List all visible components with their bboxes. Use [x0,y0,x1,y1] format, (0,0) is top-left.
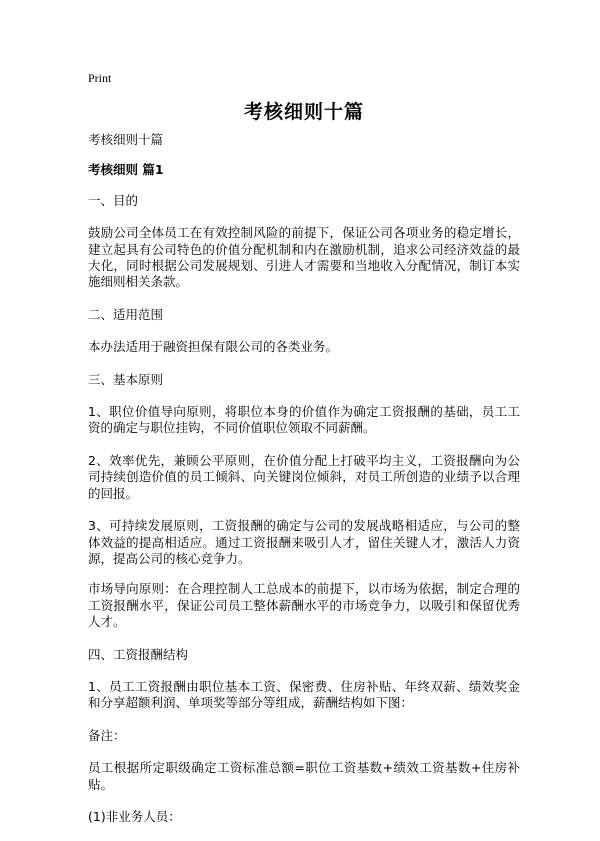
heading-scope: 二、适用范围 [88,306,164,322]
paragraph-market-principle: 市场导向原则：在合理控制人工总成本的前提下，以市场为依据，制定合理的工资报酬水平，保证公司员工整体薪酬水平的市场竞争力，以吸引和保留优秀人才。 [88,581,520,630]
paragraph-note-label: 备注： [88,727,126,743]
document-title: 考核细则十篇 [243,101,364,123]
heading-salary-structure: 四、工资报酬结构 [88,646,189,662]
document-subtitle: 考核细则十篇 [88,132,164,147]
heading-purpose: 一、目的 [88,192,139,208]
heading-principles: 三、基本原则 [88,371,164,387]
paragraph-salary-structure: 1、员工工资报酬由职位基本工资、保密费、住房补贴、年终双薪、绩效奖金和分享超额利润、单项奖等部分等组成，薪酬结构如下图： [88,678,520,711]
paragraph-principle-2: 2、效率优先，兼顾公平原则，在价值分配上打破平均主义，工资报酬向为公司持续创造价值的员工倾斜、向关键岗位倾斜，对员工所创造的业绩予以合理的回报。 [88,452,520,501]
paragraph-principle-3: 3、可持续发展原则，工资报酬的确定与公司的发展战略相适应，与公司的整体效益的提高相适应。通过工资报酬来吸引人才，留住关键人才，激活人力资源，提高公司的核心竞争力。 [88,518,520,566]
paragraph-principle-1: 1、职位价值导向原则，将职位本身的价值作为确定工资报酬的基础，员工工资的确定与职位挂钩，不同价值职位领取不同薪酬。 [88,404,520,436]
paragraph-purpose: 鼓励公司全体员工在有效控制风险的前提下，保证公司各项业务的稳定增长，建立起具有公司特色的价值分配机制和内在激励机制，追求公司经济效益的最大化，同时根据公司发展规划、引进人才需要和当地收入分配情况，制订本实施细则相关条款。 [88,225,520,290]
paragraph-salary-formula: 员工根据所定职级确定工资标准总额=职位工资基数+绩效工资基数+住房补贴。 [88,760,520,792]
paragraph-non-business-staff: (1)非业务人员： [88,808,181,824]
paragraph-scope: 本办法适用于融资担保有限公司的各类业务。 [88,339,339,355]
print-label: Print [88,71,112,85]
document-body [88,132,520,841]
section-heading: 考核细则 篇1 [88,162,164,178]
